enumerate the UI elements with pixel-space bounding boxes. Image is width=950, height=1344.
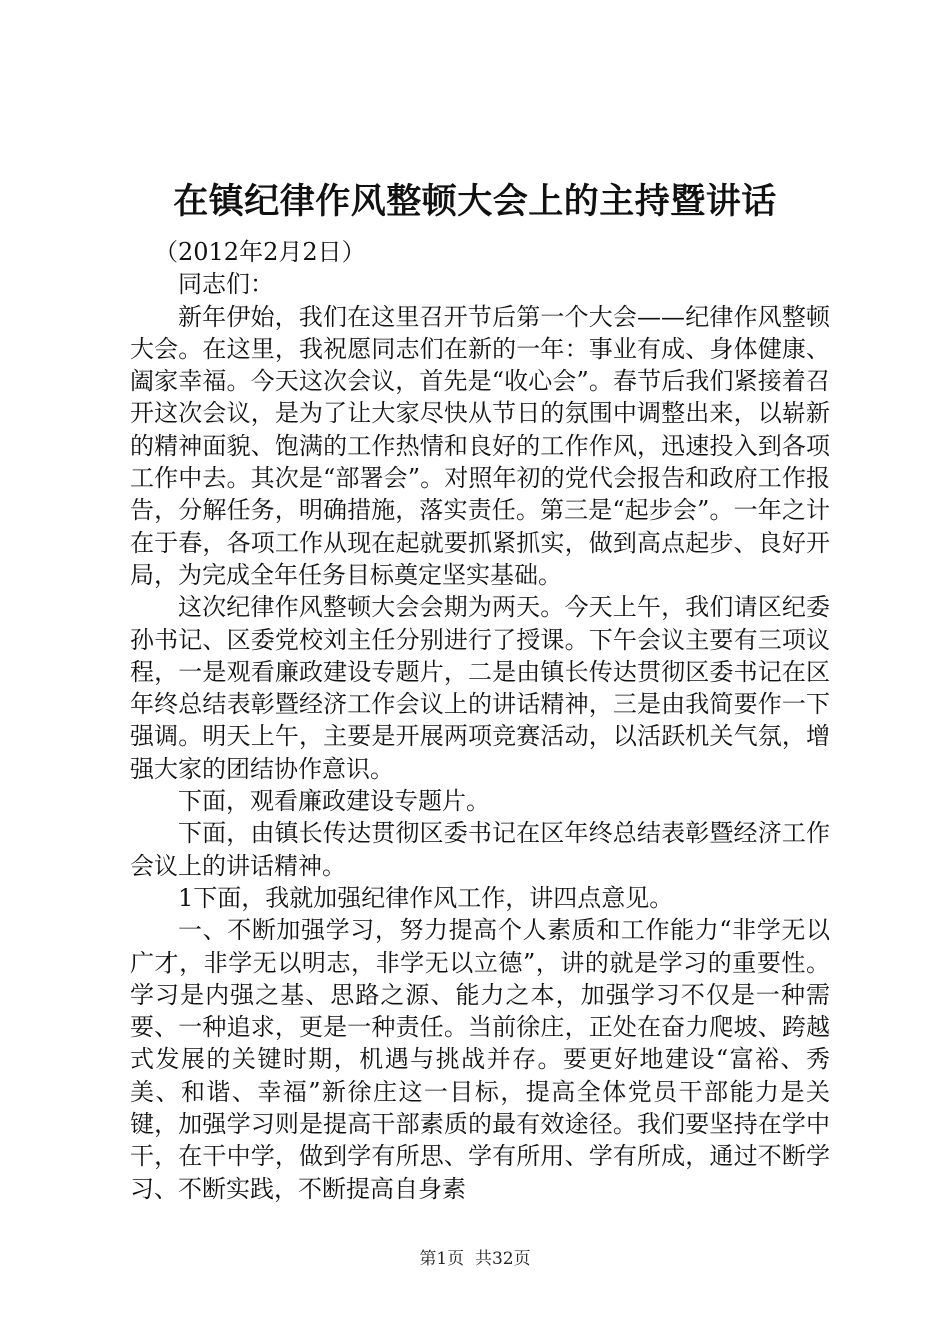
body-paragraph: 1下面，我就加强纪律作风工作，讲四点意见。 <box>178 883 674 912</box>
body-paragraph: 这次纪律作风整顿大会会期为两天。今天上午，我们请区纪委孙书记、区委党校刘主任分别进行了授课。下午会议主要有三项议程，一是观看廉政建设专题片，二是由镇长传达贯彻区委书记在区年终总结表彰暨经济工作会议上的讲话精神，三是由我简要作一下强调。明天上午，主要是开展两项竞赛活动，以活跃机关气氛，增强大家的团结协作意识。 <box>130 593 830 783</box>
body-paragraph: 下面，由镇长传达贯彻区委书记在区年终总结表彰暨经济工作会议上的讲话精神。 <box>130 819 830 880</box>
body-paragraph: 新年伊始，我们在这里召开节后第一个大会——纪律作风整顿大会。在这里，我祝愿同志们在新的一年：事业有成、身体健康、阖家幸福。今天这次会议，首先是“收心会”。春节后我们紧接着召开这次会议，是为了让大家尽快从节日的氛围中调整出来，以崭新的精神面貌、饱满的工作热情和良好的工作作风，迅速投入到各项工作中去。其次是“部署会”。对照年初的党代会报告和政府工作报告，分解任务，明确措施，落实责任。第三是“起步会”。一年之计在于春，各项工作从现在起就要抓紧抓实，做到高点起步、良好开局，为完成全年任务目标奠定坚实基础。 <box>130 302 830 589</box>
salutation: 同志们： <box>178 270 274 299</box>
page-footer <box>0 1244 950 1269</box>
date-line: （2012年2月2日） <box>154 238 366 266</box>
body-paragraph: 一、不断加强学习，努力提高个人素质和工作能力“非学无以广才，非学无以明志，非学无以立德”，讲的就是学习的重要性。学习是内强之基、思路之源、能力之本，加强学习不仅是一种需要、一种追求，更是一种责任。当前徐庄，正处在奋力爬坡、跨越式发展的关键时期，机遇与挑战并存。要更好地建设“富裕、秀美、和谐、幸福”新徐庄这一目标，提高全体党员干部能力是关键，加强学习则是提高干部素质的最有效途径。我们要坚持在学中干，在干中学，做到学有所思、学有所用、学有所成，通过不断学习、不断实践，不断提高自身素 <box>130 916 830 1203</box>
document-title: 在镇纪律作风整顿大会上的主持暨讲话 <box>173 181 777 222</box>
page-number: 第1页 共32页 <box>419 1249 531 1269</box>
document-body <box>130 236 830 1205</box>
body-paragraph: 下面，观看廉政建设专题片。 <box>178 787 490 816</box>
